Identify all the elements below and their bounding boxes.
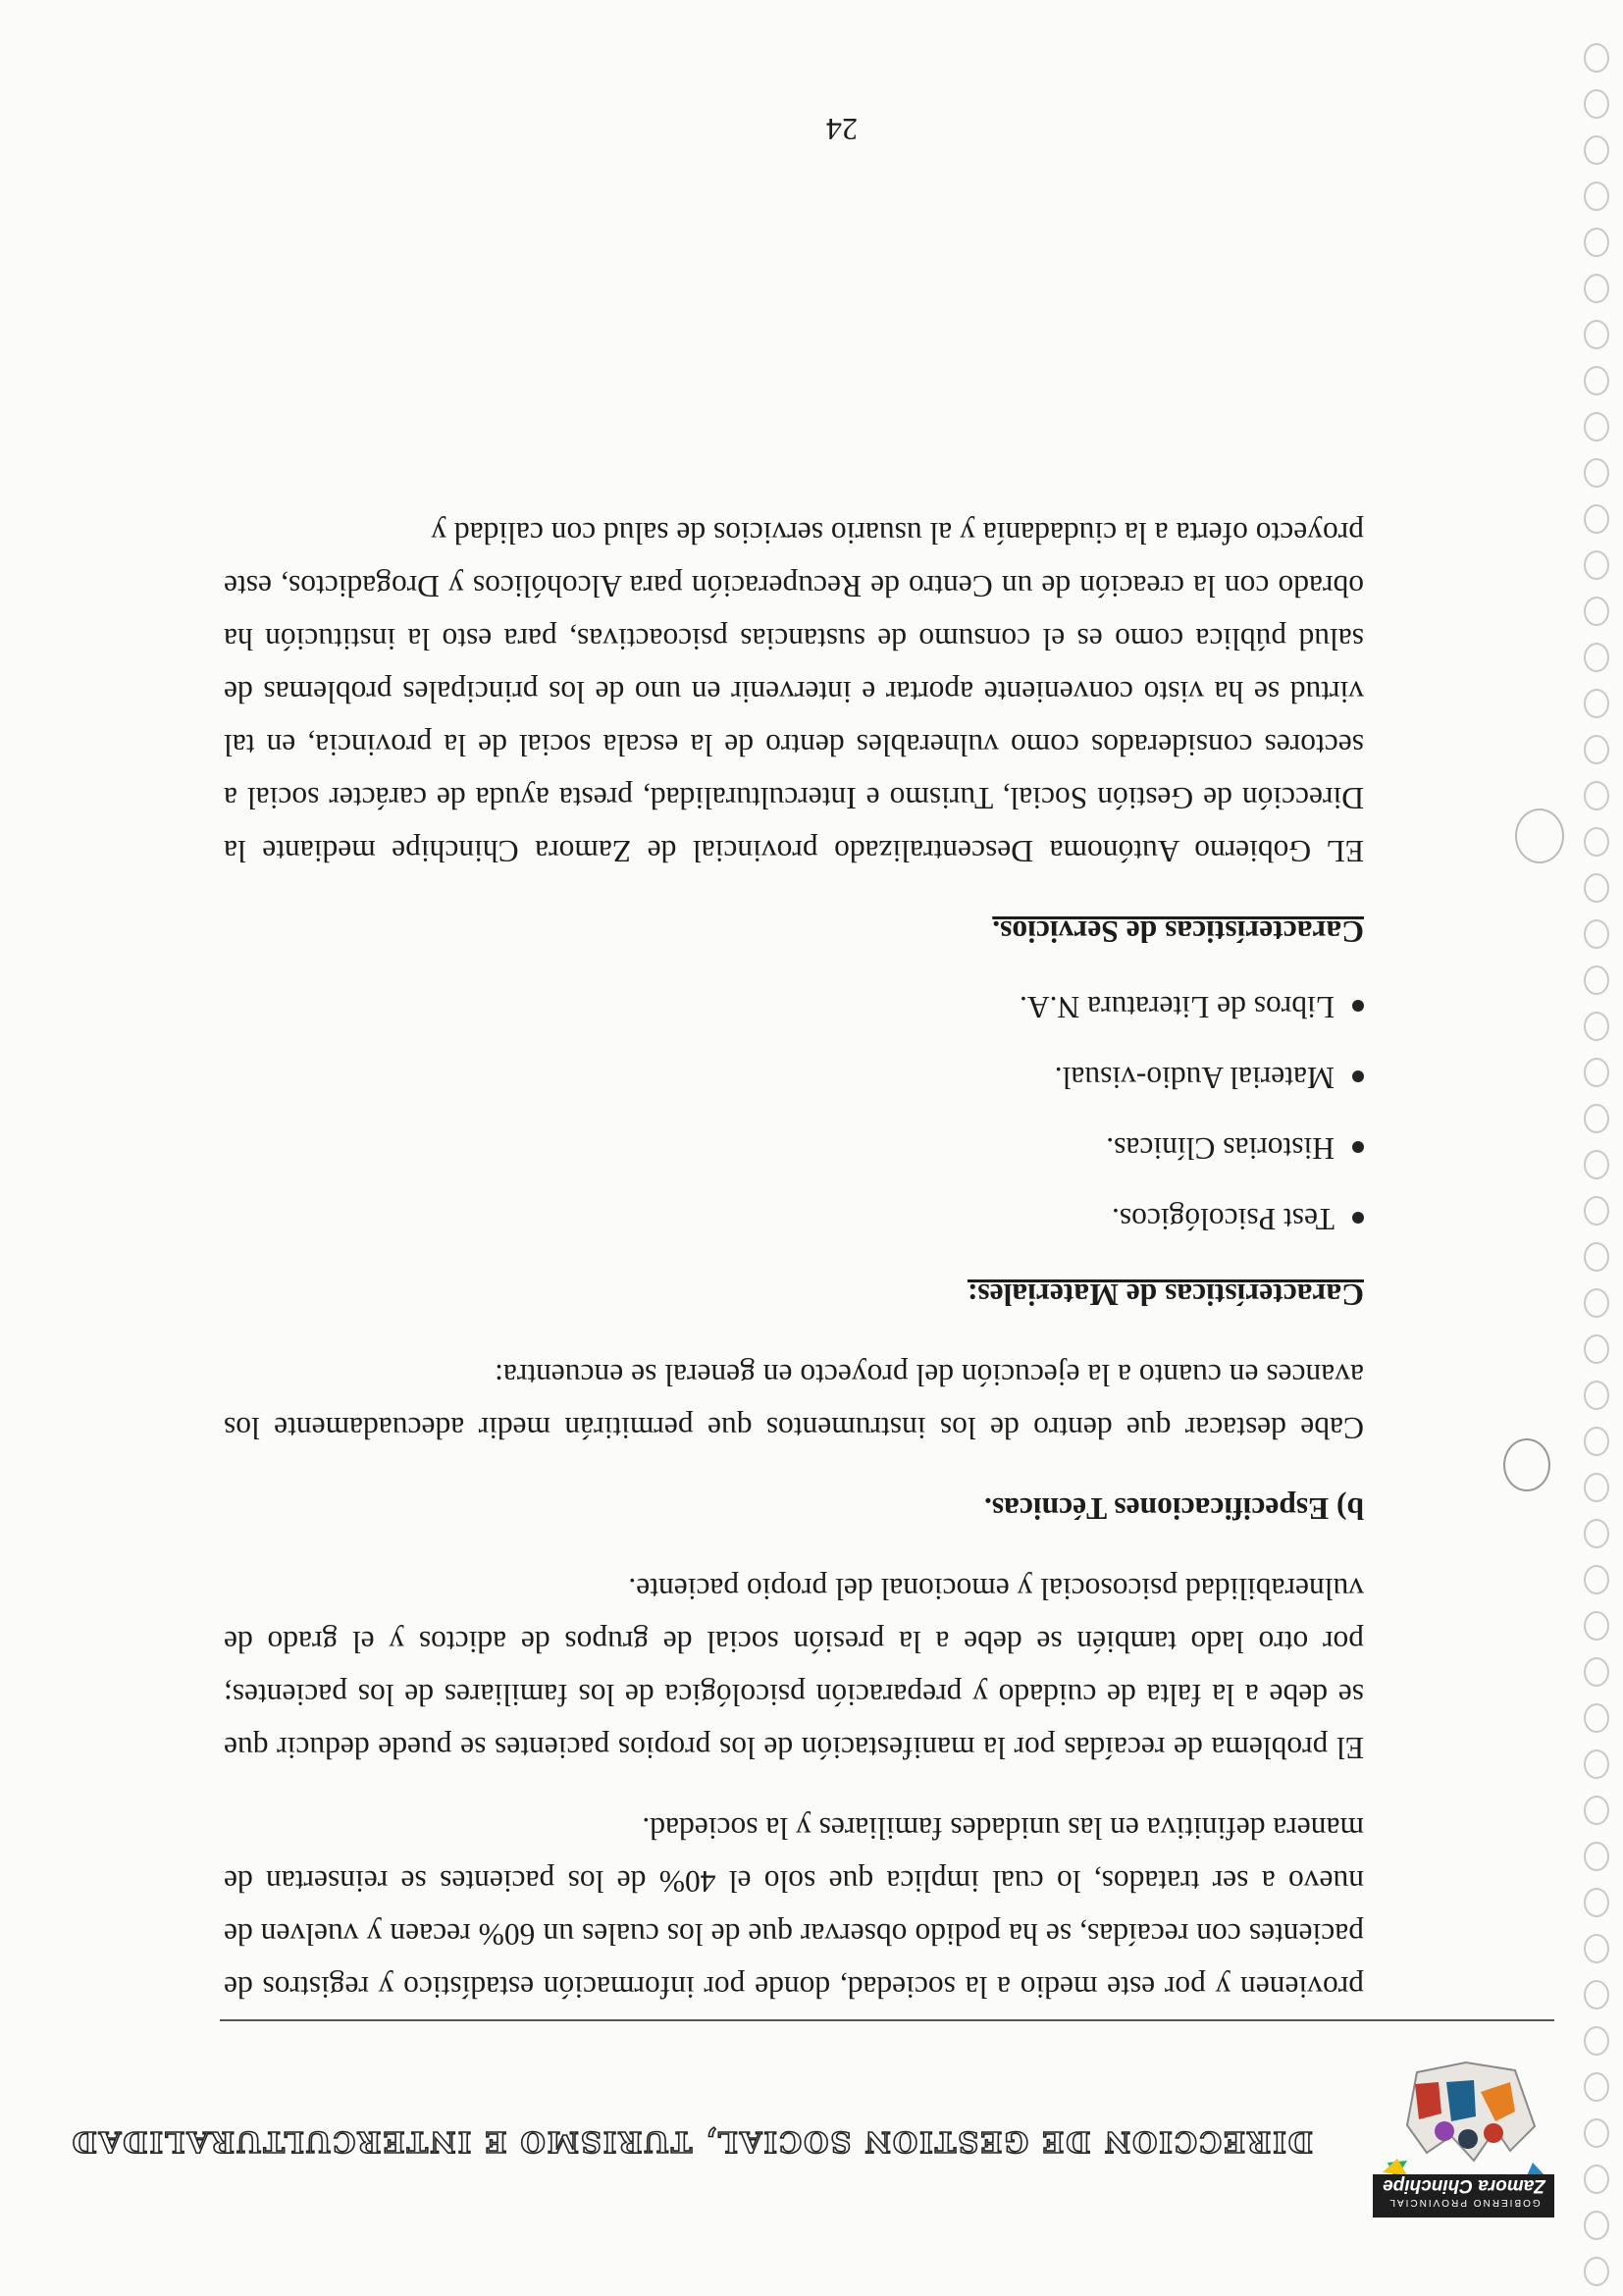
logo-figure	[1484, 2123, 1503, 2143]
binder-hole	[1584, 320, 1609, 349]
binder-hole	[1584, 228, 1609, 257]
materials-list	[224, 971, 1364, 1254]
binder-hole	[1584, 89, 1609, 119]
binder-hole	[1584, 1334, 1609, 1364]
binder-hole	[1584, 1288, 1609, 1318]
document-body	[224, 506, 1364, 2013]
logo-figure	[1415, 2082, 1441, 2119]
binder-hole	[1584, 1473, 1609, 1502]
binder-hole	[1584, 781, 1609, 810]
list-item: Historias Clínicas.	[224, 1113, 1364, 1183]
binder-hole	[1584, 1012, 1609, 1041]
letterhead	[48, 2053, 1554, 2219]
heading-materials: Características de Materiales:	[967, 1278, 1364, 1312]
binder-hole	[1584, 1657, 1609, 1687]
binder-hole	[1584, 1104, 1609, 1133]
paragraph-instruments: Cabe destacar que dentro de los instrumentos que permitirán medir adecuadamente los avances en cuanto a la ejecución del proyecto en general se encuentra:	[224, 1358, 1364, 1445]
binder-hole	[1584, 1150, 1609, 1179]
binder-hole	[1584, 1842, 1609, 1871]
binder-hole	[1584, 43, 1609, 73]
binder-hole	[1584, 366, 1609, 395]
binder-hole	[1584, 1934, 1609, 1963]
binder-hole	[1584, 597, 1609, 626]
paragraph-relapses: El problema de recaídas por la manifestación de los propios pacientes se puede deducir que se debe a la falta de cuidado y preparación psicológica de los familiares de los pacientes; por otro lado también se debe a la presión social de grupos de adictos y el grado de vulnerabilidad psicosocial y emocional del propio paciente.	[224, 1572, 1364, 1765]
binder-holes	[1572, 10, 1617, 2286]
binder-hole	[1584, 735, 1609, 764]
binder-hole	[1584, 412, 1609, 442]
binder-hole	[1584, 1519, 1609, 1548]
heading-services: Características de Servicios.	[992, 914, 1364, 949]
binder-hole	[1584, 2257, 1609, 2286]
binder-hole	[1584, 1796, 1609, 1825]
binder-hole	[1584, 965, 1609, 995]
binder-hole	[1584, 1565, 1609, 1594]
binder-hole	[1584, 550, 1609, 580]
binder-hole	[1584, 1381, 1609, 1410]
binder-hole	[1584, 1058, 1609, 1087]
binder-hole	[1584, 504, 1609, 534]
binder-hole	[1584, 919, 1609, 949]
binder-hole	[1584, 182, 1609, 211]
list-item: Material Audio-visual.	[224, 1042, 1364, 1113]
binder-hole	[1584, 827, 1609, 857]
logo-figure	[1435, 2121, 1454, 2141]
binder-hole	[1584, 2072, 1609, 2102]
binder-hole	[1584, 274, 1609, 303]
paragraph-statistics: provienen y por este medio a la sociedad, donde por información estadístico y registros de pacientes con recaídas, se ha podido observar que de los cuales un 60% recaen y vuelven de nuevo a ser tratados, lo cual implica que solo el 40% de los pacientes se reinsertan de manera definitiva en las unidades familiares y la sociedad.	[224, 1811, 1364, 2005]
section-heading-technical-specs: b) Especificaciones Técnicas.	[983, 1491, 1364, 1526]
header-rule	[220, 2019, 1554, 2021]
logo-figure	[1446, 2080, 1476, 2121]
list-item: Test Psicológicos.	[224, 1183, 1364, 1254]
binder-hole	[1584, 2118, 1609, 2148]
binder-hole	[1584, 2165, 1609, 2194]
binder-hole	[1584, 689, 1609, 718]
binder-hole	[1584, 1196, 1609, 1226]
binder-hole	[1584, 2211, 1609, 2240]
logo-figure	[1458, 2129, 1478, 2149]
binder-hole	[1584, 1980, 1609, 2009]
logo-line1: GOBIERNO PROVINCIAL	[1387, 2197, 1541, 2208]
header-title: DIRECCION DE GESTION SOCIAL, TURISMO E INTERCULTURALIDAD	[70, 2125, 1313, 2159]
binder-hole	[1584, 643, 1609, 672]
binder-hole	[1584, 1749, 1609, 1779]
scan-mark	[1503, 1438, 1550, 1491]
paragraph-services: EL Gobierno Autónoma Descentralizado provincial de Zamora Chinchipe mediante la Dirección de Gestión Social, Turismo e Interculturalidad, presta ayuda de carácter social a sectores considerados como vulnerables dentro de la escala social de la provincia, en tal virtud se ha visto conveniente aportar e intervenir en uno de los principales problemas de salud pública como es el consumo de sustancias psicoactivas, para esto la institución ha obrado con la creación de un Centro de Recuperación para Alcohólicos y Drogadictos, este proyecto oferta a la ciudadanía y al usuario servicios de salud con calidad y	[224, 516, 1364, 868]
binder-hole	[1584, 2026, 1609, 2056]
list-item: Libros de Literatura N.A.	[224, 971, 1364, 1042]
scan-mark	[1515, 809, 1564, 863]
binder-hole	[1584, 1427, 1609, 1456]
binder-hole	[1584, 1888, 1609, 1917]
provincial-logo	[1373, 2058, 1554, 2219]
binder-hole	[1584, 1703, 1609, 1733]
binder-hole	[1584, 1611, 1609, 1641]
binder-hole	[1584, 135, 1609, 165]
binder-hole	[1584, 1242, 1609, 1272]
binder-hole	[1584, 458, 1609, 488]
page-number: 24	[826, 112, 858, 147]
logo-line2: Zamora Chinchipe	[1383, 2175, 1545, 2196]
binder-hole	[1584, 873, 1609, 903]
